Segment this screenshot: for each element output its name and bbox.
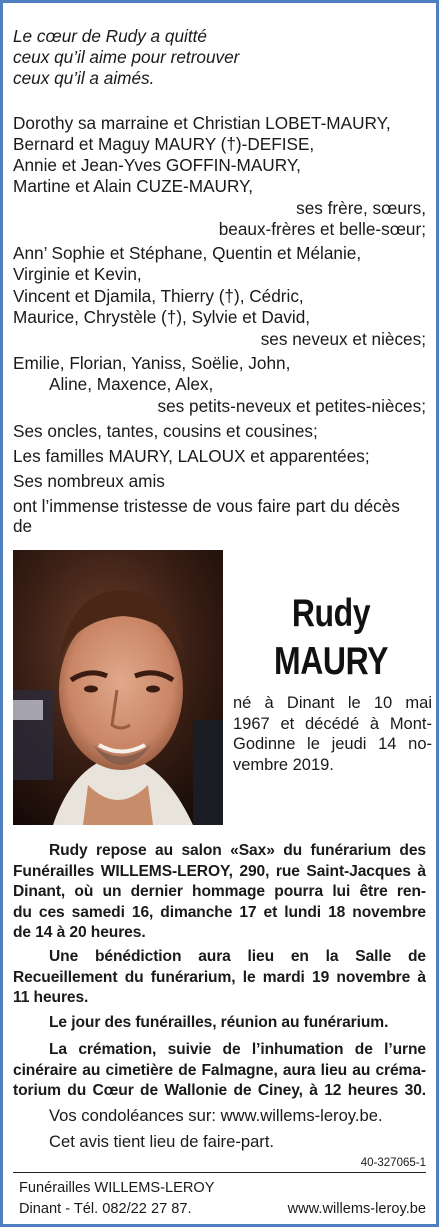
others-line: Ses oncles, tantes, cousins et cousines; xyxy=(13,421,318,441)
condolences-line: Vos condoléances sur: www.willems-leroy.be. xyxy=(49,1106,383,1125)
family-role: ses petits-neveux et petites-nièces; xyxy=(157,396,426,416)
details-blessing: Une bénédiction aura lieu en la Salle de Recueillement du funérarium, le mardi 19 novembre à 11 heures. xyxy=(13,948,426,1006)
footer-website[interactable]: www.willems-leroy.be xyxy=(287,1201,426,1217)
bio-line: Godinne le jeudi 14 no- xyxy=(233,735,432,753)
others-line: Les familles MAURY, LALOUX et apparentées; xyxy=(13,446,370,466)
family-line: Dorothy sa marraine et Christian LOBET-MAURY, xyxy=(13,113,391,133)
portrait-photo xyxy=(13,550,223,825)
family-line: Maurice, Chrystèle (†), Sylvie et David, xyxy=(13,307,311,327)
deceased-bio xyxy=(233,693,432,775)
family-line: Bernard et Maguy MAURY (†)-DEFISE, xyxy=(13,134,315,154)
reference-number: 40-327065-1 xyxy=(360,1157,426,1169)
footer-company: Funérailles WILLEMS-LEROY xyxy=(19,1180,215,1196)
intro-line-3: ceux qu’il a aimés. xyxy=(13,68,155,88)
details-visitation: Rudy repose au salon «Sax» du funérarium des Funérailles WILLEMS-LEROY, 290, rue Saint-Jacques à Dinant, où un dernier hommage pourra lui être ren- du ces samedi 16, dimanche 17 et lundi 18 novembre de 14 à 20 heures. xyxy=(13,842,426,941)
intro-line-2: ceux qu’il aime pour retrouver xyxy=(13,47,240,67)
family-line: Annie et Jean-Yves GOFFIN-MAURY, xyxy=(13,155,301,175)
bio-line: 1967 et décédé à Mont- xyxy=(233,714,432,733)
family-line: Ann’ Sophie et Stéphane, Quentin et Mélanie, xyxy=(13,243,362,263)
family-line: Aline, Maxence, Alex, xyxy=(49,374,214,394)
deceased-first-name: Rudy xyxy=(291,592,371,635)
family-line: Vincent et Djamila, Thierry (†), Cédric, xyxy=(13,286,304,306)
family-role: beaux-frères et belle-sœur; xyxy=(218,219,426,239)
family-role: ses neveux et nièces; xyxy=(260,329,426,349)
details-meeting: Le jour des funérailles, réunion au funérarium. xyxy=(49,1014,389,1031)
family-line: Virginie et Kevin, xyxy=(13,264,142,284)
details-cremation: La crémation, suivie de l’inhumation de l’urne cinéraire au cimetière de Falmagne, aura lieu au créma- torium du Cœur de Wallonie de Ciney, à 12 heures 30. xyxy=(13,1041,426,1099)
deceased-last-name: MAURY xyxy=(273,640,389,683)
notice-line: Cet avis tient lieu de faire-part. xyxy=(49,1132,275,1151)
footer-contact: Dinant - Tél. 082/22 27 87. xyxy=(19,1201,192,1217)
intro-line-1: Le cœur de Rudy a quitté xyxy=(13,26,207,46)
family-line: Emilie, Florian, Yaniss, Soëlie, John, xyxy=(13,353,291,373)
announce-line: de xyxy=(13,516,33,536)
bio-line: vembre 2019. xyxy=(233,755,334,774)
family-role: ses frère, sœurs, xyxy=(296,198,426,218)
family-line: Martine et Alain CUZE-MAURY, xyxy=(13,176,254,196)
bio-line: né à Dinant le 10 mai xyxy=(233,694,432,712)
footer-divider xyxy=(13,1172,426,1173)
others-line: Ses nombreux amis xyxy=(13,471,165,491)
announce-line: ont l’immense tristesse de vous faire part du décès xyxy=(13,496,400,516)
